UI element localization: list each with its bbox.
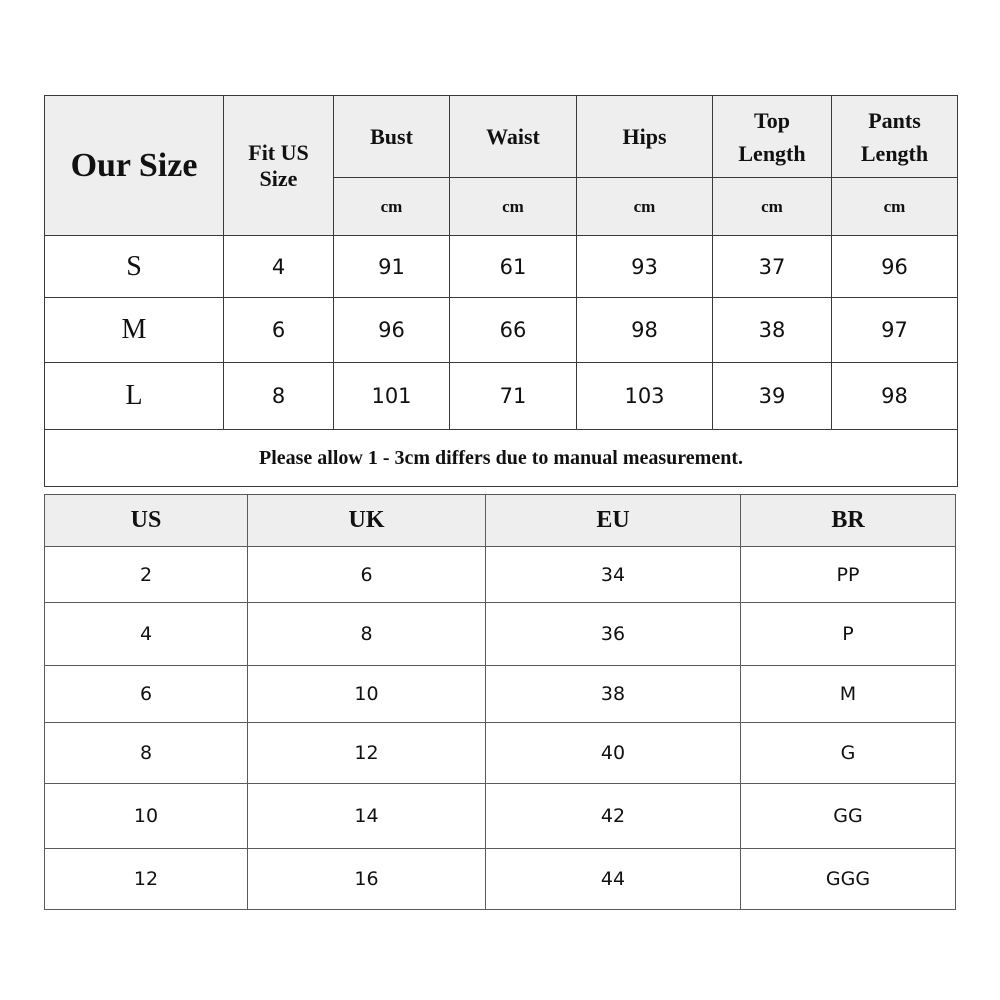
conversion-row xyxy=(45,723,956,784)
bust-value: 101 xyxy=(334,363,450,430)
pants-length-header-line1: Pants xyxy=(868,107,921,133)
size-label: L xyxy=(45,363,224,430)
fit-us-value: 4 xyxy=(224,236,334,298)
size-conversion-table xyxy=(44,494,956,910)
fit-us-value: 8 xyxy=(224,363,334,430)
unit-label: cm xyxy=(713,178,832,236)
uk-header: UK xyxy=(248,495,486,547)
conversion-row xyxy=(45,849,956,910)
our-size-header: Our Size xyxy=(45,96,224,236)
hips-header: Hips xyxy=(577,96,713,178)
measurement-note: Please allow 1 - 3cm differs due to manual measurement. xyxy=(45,430,958,487)
uk-value: 6 xyxy=(248,547,486,603)
pants-length-value: 96 xyxy=(832,236,958,298)
br-value: GGG xyxy=(741,849,956,910)
top-length-value: 38 xyxy=(713,298,832,363)
eu-value: 36 xyxy=(486,603,741,666)
us-value: 8 xyxy=(45,723,248,784)
top-length-header-line1: Top xyxy=(754,107,790,133)
eu-value: 44 xyxy=(486,849,741,910)
uk-value: 10 xyxy=(248,666,486,723)
size-chart-table xyxy=(44,95,958,487)
uk-value: 8 xyxy=(248,603,486,666)
bust-value: 91 xyxy=(334,236,450,298)
unit-label: cm xyxy=(577,178,713,236)
size-row xyxy=(45,363,958,430)
pants-length-value: 97 xyxy=(832,298,958,363)
bust-value: 96 xyxy=(334,298,450,363)
hips-value: 103 xyxy=(577,363,713,430)
us-value: 6 xyxy=(45,666,248,723)
conversion-row xyxy=(45,603,956,666)
br-value: PP xyxy=(741,547,956,603)
hips-value: 93 xyxy=(577,236,713,298)
br-value: G xyxy=(741,723,956,784)
uk-value: 12 xyxy=(248,723,486,784)
waist-value: 71 xyxy=(450,363,577,430)
top-length-header xyxy=(713,96,832,178)
unit-label: cm xyxy=(334,178,450,236)
br-value: GG xyxy=(741,784,956,849)
top-length-value: 37 xyxy=(713,236,832,298)
eu-value: 34 xyxy=(486,547,741,603)
us-value: 2 xyxy=(45,547,248,603)
eu-value: 42 xyxy=(486,784,741,849)
uk-value: 14 xyxy=(248,784,486,849)
br-value: M xyxy=(741,666,956,723)
fit-us-size-header-line1: Fit US xyxy=(248,139,309,165)
fit-us-value: 6 xyxy=(224,298,334,363)
hips-value: 98 xyxy=(577,298,713,363)
us-value: 12 xyxy=(45,849,248,910)
conversion-row xyxy=(45,784,956,849)
us-header: US xyxy=(45,495,248,547)
eu-value: 40 xyxy=(486,723,741,784)
size-label: S xyxy=(45,236,224,298)
conversion-row xyxy=(45,547,956,603)
br-value: P xyxy=(741,603,956,666)
conversion-row xyxy=(45,666,956,723)
us-value: 4 xyxy=(45,603,248,666)
size-row xyxy=(45,298,958,363)
conversion-header-row xyxy=(45,495,956,547)
br-header: BR xyxy=(741,495,956,547)
size-label: M xyxy=(45,298,224,363)
top-length-header-line2: Length xyxy=(738,140,806,166)
us-value: 10 xyxy=(45,784,248,849)
fit-us-size-header xyxy=(224,96,334,236)
top-length-value: 39 xyxy=(713,363,832,430)
uk-value: 16 xyxy=(248,849,486,910)
bust-header: Bust xyxy=(334,96,450,178)
unit-label: cm xyxy=(832,178,958,236)
pants-length-value: 98 xyxy=(832,363,958,430)
fit-us-size-header-line2: Size xyxy=(259,165,298,191)
eu-value: 38 xyxy=(486,666,741,723)
unit-label: cm xyxy=(450,178,577,236)
waist-value: 61 xyxy=(450,236,577,298)
pants-length-header-line2: Length xyxy=(860,140,929,166)
pants-length-header xyxy=(832,96,958,178)
waist-header: Waist xyxy=(450,96,577,178)
eu-header: EU xyxy=(486,495,741,547)
waist-value: 66 xyxy=(450,298,577,363)
size-row xyxy=(45,236,958,298)
